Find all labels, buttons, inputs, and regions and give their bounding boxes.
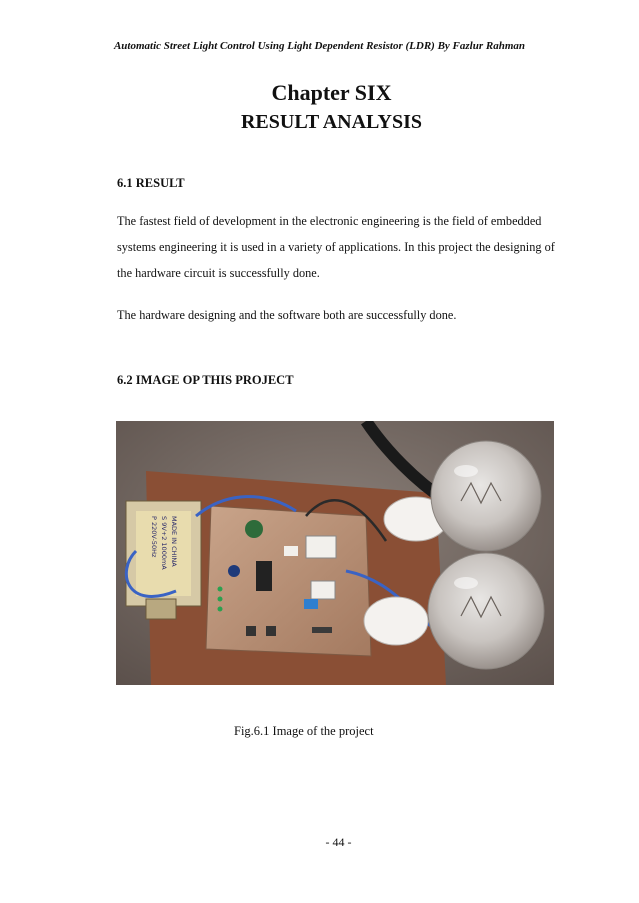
- result-summary-paragraph: The hardware designing and the software both are successfully done.: [117, 308, 457, 322]
- light-bulb-top: [431, 441, 541, 551]
- capacitor: [245, 520, 263, 538]
- terminal-block: [284, 546, 298, 556]
- transformer-bracket: [146, 599, 176, 619]
- running-header: Automatic Street Light Control Using Light Dependent Resistor (LDR) By Fazlur Rahman: [113, 40, 526, 52]
- figure-caption: Fig.6.1 Image of the project: [234, 724, 374, 738]
- bulb-holder-bottom: [364, 597, 428, 645]
- project-photo: [116, 421, 554, 685]
- bulb-highlight: [454, 577, 478, 589]
- chapter-subtitle: RESULT ANALYSIS: [240, 111, 423, 133]
- chapter-title: Chapter SIX: [271, 80, 392, 105]
- page-number: - 44 -: [325, 835, 352, 849]
- transformer-label-primary: P 220V-50Hz: [150, 516, 158, 558]
- relay: [311, 581, 335, 599]
- pcb-board: [206, 506, 371, 656]
- transformer-label-secondary: S 9V+2 1000mA: [160, 516, 168, 570]
- resistor: [312, 627, 332, 633]
- capacitor: [228, 565, 240, 577]
- push-button: [266, 626, 276, 636]
- blue-trimmer: [304, 599, 318, 609]
- green-led: [218, 597, 223, 602]
- green-led: [218, 587, 223, 592]
- green-led: [218, 607, 223, 612]
- bulb-highlight: [454, 465, 478, 477]
- ic-chip: [256, 561, 272, 591]
- push-button: [246, 626, 256, 636]
- transformer-label-made-in: MADE IN CHINA: [170, 516, 178, 567]
- result-paragraph: The fastest field of development in the electronic engineering is the field of embedded systems engineering it is used in a variety of applications. In this project the designing of the hardware circuit is successfully done.: [117, 214, 555, 280]
- section-heading-image: 6.2 IMAGE OP THIS PROJECT: [117, 373, 294, 387]
- relay: [306, 536, 336, 558]
- section-heading-result: 6.1 RESULT: [117, 176, 185, 190]
- light-bulb-bottom: [428, 553, 544, 669]
